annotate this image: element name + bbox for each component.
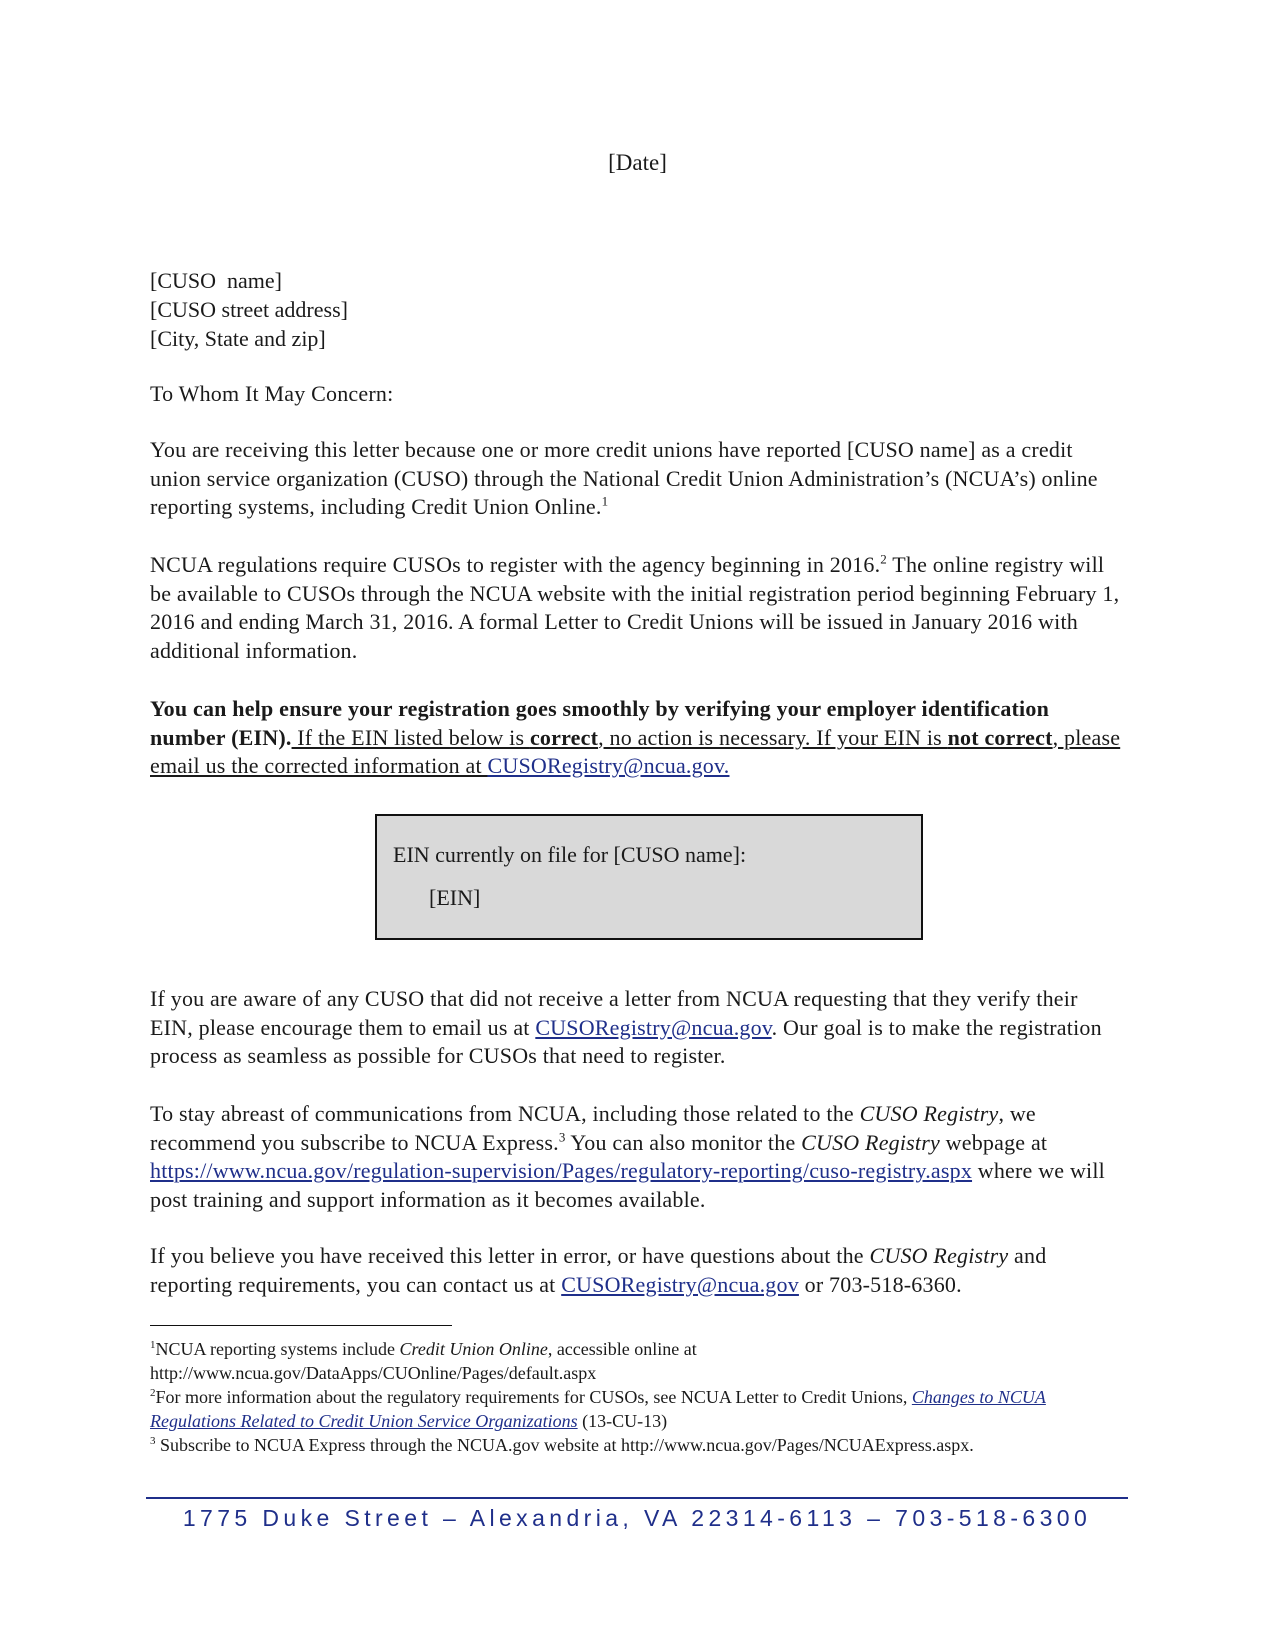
footnote-2-text-a: For more information about the regulatory requirements for CUSOs, see NCUA Letter to Credit Unions, xyxy=(155,1387,912,1407)
footnote-3-text: Subscribe to NCUA Express through the NCUA.gov website at http://www.ncua.gov/Pages/NCUAExpress.aspx. xyxy=(155,1435,974,1455)
email-link-contact[interactable]: CUSORegistry@ncua.gov xyxy=(561,1271,799,1297)
contact-italic: CUSO Registry xyxy=(869,1243,1009,1268)
paragraph-verify-ein xyxy=(150,695,1125,781)
email-link-encourage[interactable]: CUSORegistry@ncua.gov xyxy=(535,1014,772,1040)
address-line-name: [CUSO name] xyxy=(150,268,282,293)
footnote-ref-2: 2 xyxy=(880,551,887,567)
communications-italic-1: CUSO Registry xyxy=(859,1101,999,1126)
communications-italic-2: CUSO Registry xyxy=(801,1129,940,1155)
footnotes xyxy=(150,1337,1130,1457)
communications-text-e: where we will post training and support information as it becomes available. xyxy=(150,1158,1105,1212)
salutation: To Whom It May Concern: xyxy=(150,381,394,406)
footnote-2-number: 2 xyxy=(150,1387,156,1399)
email-link-verify[interactable]: CUSORegistry@ncua.gov. xyxy=(487,753,730,778)
communications-text-a: To stay abreast of communications from NCUA, including those related to the xyxy=(150,1101,860,1126)
paragraph-reporting xyxy=(150,436,1125,522)
footnote-3 xyxy=(150,1433,1130,1457)
paragraph-encourage xyxy=(150,985,1125,1071)
footnote-1-number: 1 xyxy=(150,1339,156,1351)
verify-ein-not-correct: not correct xyxy=(947,724,1053,750)
paragraph-contact xyxy=(150,1242,1125,1299)
paragraph-regulations xyxy=(150,551,1125,665)
footnote-1-italic: Credit Union Online xyxy=(399,1339,548,1359)
footnote-1 xyxy=(150,1337,1130,1385)
footnote-1-text-a: NCUA reporting systems include xyxy=(155,1339,400,1359)
ein-label: EIN currently on file for [CUSO name]: xyxy=(393,842,747,867)
paragraph-encourage-text-a: If you are aware of any CUSO that did not receive a letter from NCUA requesting that they verify their EIN, please encourage them to email us at xyxy=(150,986,1078,1040)
contact-text-b: and reporting requirements, you can contact us at xyxy=(150,1243,1047,1297)
verify-ein-bold: You can help ensure your registration goes smoothly by verifying your employer identification number (EIN). xyxy=(150,696,1050,750)
letter-date: [Date] xyxy=(608,150,667,175)
contact-text-c: or 703-518-6360. xyxy=(798,1271,962,1297)
footnote-2-link[interactable]: Changes to NCUA Regulations Related to Credit Union Service Organizations xyxy=(150,1387,1046,1431)
paragraph-communications xyxy=(150,1100,1125,1214)
footnote-ref-3: 3 xyxy=(558,1129,566,1145)
paragraph-regulations-text-a: NCUA regulations require CUSOs to register with the agency beginning in 2016. xyxy=(150,552,881,577)
paragraph-regulations-text-b: The online registry will be available to CUSOs through the NCUA website with the initial registration period beginning February 1, 2016 and ending March 31, 2016. A formal Letter to Credit Unions will be issued in January 2016 with additional information. xyxy=(150,552,1120,663)
footer-address: 1775 Duke Street – Alexandria, VA 22314-6113 – 703-518-6300 xyxy=(182,1505,1092,1531)
recipient-address xyxy=(150,266,348,353)
communications-text-d: webpage at xyxy=(939,1129,1048,1155)
paragraph-reporting-text: You are receiving this letter because one or more credit unions have reported [CUSO name] as a credit union service organization (CUSO) through the National Credit Union Administration’s (NCUA’s) online reporting systems, including Credit Union Online. xyxy=(150,437,1098,519)
footer-rule xyxy=(146,1497,1128,1499)
verify-ein-u3: , please email us the corrected information at xyxy=(150,724,1121,778)
footnote-2-text-b: (13-CU-13) xyxy=(577,1411,668,1431)
contact-text-a: If you believe you have received this letter in error, or have questions about the xyxy=(150,1243,870,1268)
communications-text-c: You can also monitor the xyxy=(565,1129,802,1155)
footnote-1-text-b: , accessible online at http://www.ncua.gov/DataApps/CUOnline/Pages/default.aspx xyxy=(150,1339,697,1383)
ein-value: [EIN] xyxy=(429,885,481,910)
footnote-2 xyxy=(150,1385,1130,1433)
paragraph-encourage-text-b: . Our goal is to make the registration process as seamless as possible for CUSOs that need to register. xyxy=(150,1014,1102,1068)
address-line-street: [CUSO street address] xyxy=(150,297,348,322)
cuso-registry-url-link[interactable]: https://www.ncua.gov/regulation-supervision/Pages/regulatory-reporting/cuso-registry.aspx xyxy=(150,1158,973,1183)
verify-ein-correct: correct xyxy=(529,724,599,750)
address-line-city: [City, State and zip] xyxy=(150,326,326,351)
footnote-3-number: 3 xyxy=(150,1435,156,1447)
communications-text-b: , we recommend you subscribe to NCUA Express. xyxy=(150,1101,1036,1155)
verify-ein-u1: If the EIN listed below is xyxy=(291,724,530,750)
footnote-ref-1: 1 xyxy=(601,493,609,509)
verify-ein-u2: , no action is necessary. If your EIN is xyxy=(598,724,948,750)
ein-box xyxy=(375,814,923,940)
footnote-separator xyxy=(150,1325,452,1326)
